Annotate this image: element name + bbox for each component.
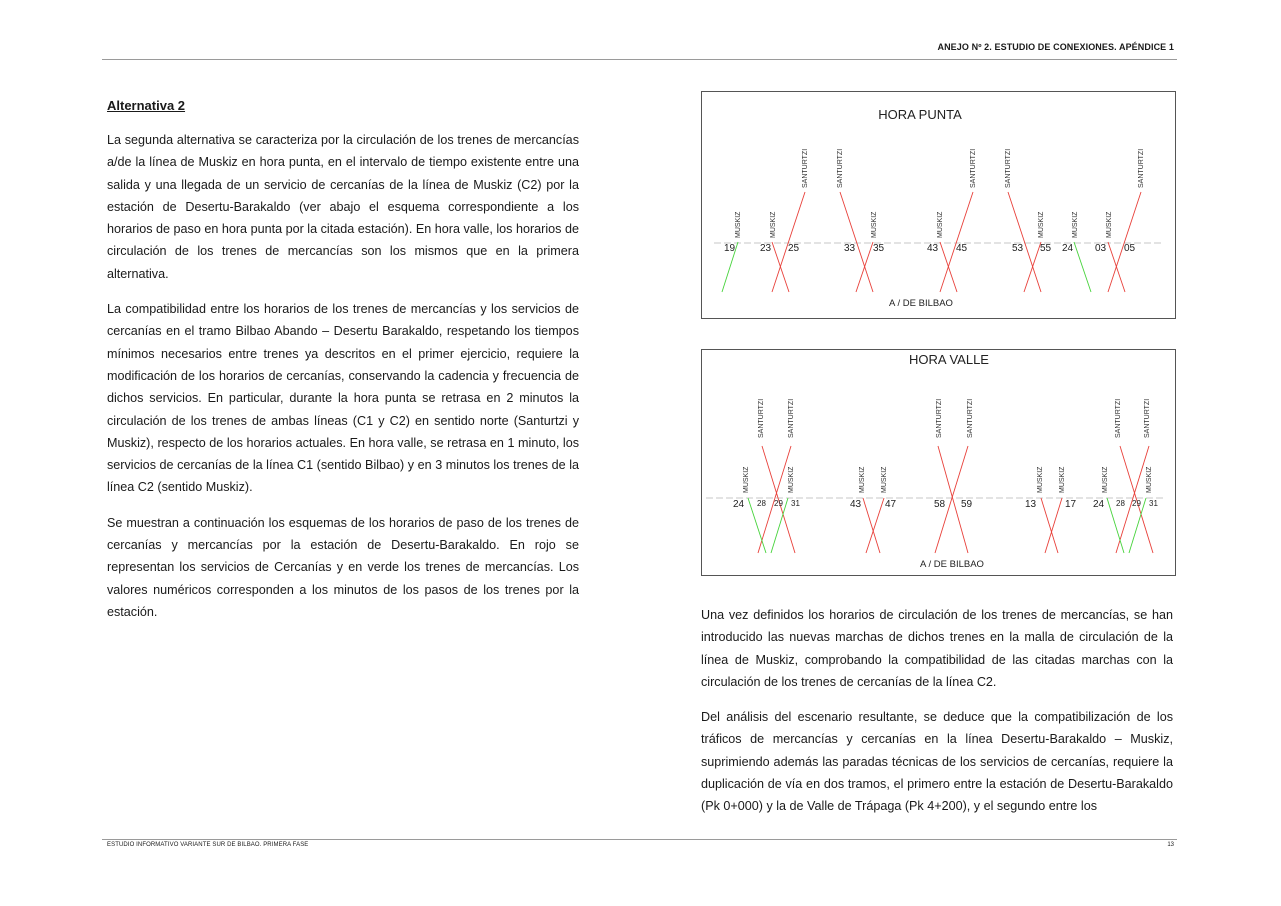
footer-rule <box>102 839 1177 840</box>
diagram-hora-valle <box>701 349 1176 576</box>
diagram-hora-punta-svg <box>702 92 1175 318</box>
time-value: 31 <box>1149 499 1158 508</box>
left-column <box>107 97 579 636</box>
muskiz-label: MUSKIZ <box>871 211 878 238</box>
muskiz-label: MUSKIZ <box>1106 211 1113 238</box>
train-line-cercanias <box>1041 498 1058 553</box>
page-number: 13 <box>1167 842 1174 848</box>
time-value: 53 <box>1012 243 1024 254</box>
train-line-mercancias <box>1074 242 1091 292</box>
santurtzi-label: SANTURTZI <box>970 148 977 188</box>
muskiz-label: MUSKIZ <box>735 211 742 238</box>
muskiz-label: MUSKIZ <box>1059 466 1066 493</box>
santurtzi-label: SANTURTZI <box>837 148 844 188</box>
diagram-hora-valle-svg <box>702 350 1175 575</box>
time-value: 55 <box>1040 243 1052 254</box>
muskiz-label: MUSKIZ <box>1102 466 1109 493</box>
time-value: 31 <box>791 499 800 508</box>
time-value: 33 <box>844 243 856 254</box>
time-value: 05 <box>1124 243 1136 254</box>
muskiz-label: MUSKIZ <box>743 466 750 493</box>
time-value: 24 <box>733 499 745 510</box>
time-value: 43 <box>850 499 862 510</box>
time-value: 13 <box>1025 499 1037 510</box>
muskiz-label: MUSKIZ <box>1037 466 1044 493</box>
santurtzi-label: SANTURTZI <box>967 398 974 438</box>
time-value: 45 <box>956 243 968 254</box>
header-rule <box>102 59 1177 60</box>
paragraph-3: Se muestran a continuación los esquemas de los horarios de paso de los trenes de cercanías y mercancías por la estación de Desertu-Barakaldo. En rojo se representan los servicios de Cercanías y en verde los trenes de mercancías. Los valores numéricos corresponden a los minutos de los pasos de los trenes por la estación. <box>107 515 579 619</box>
diagram-hora-punta <box>701 91 1176 319</box>
time-value: 03 <box>1095 243 1107 254</box>
time-value: 25 <box>788 243 800 254</box>
train-line-cercanias <box>772 192 805 292</box>
muskiz-label: MUSKIZ <box>1072 211 1079 238</box>
time-value: 28 <box>1116 499 1125 508</box>
paragraph-4: Una vez definidos los horarios de circulación de los trenes de mercancías, se han introducido las nuevas marchas de dichos trenes en la malla de circulación de la línea de Muskiz, comprobando la compatibilidad de las citadas marchas con la circulación de los trenes de cercanías de la línea C2. <box>701 608 1173 689</box>
right-column <box>701 604 1173 831</box>
muskiz-label: MUSKIZ <box>770 211 777 238</box>
time-value: 24 <box>1093 499 1105 510</box>
train-line-cercanias <box>863 498 880 553</box>
santurtzi-label: SANTURTZI <box>1138 148 1145 188</box>
document-header-title: ANEJO Nº 2. ESTUDIO DE CONEXIONES. APÉNDICE 1 <box>937 42 1174 52</box>
train-line-cercanias <box>1108 192 1141 292</box>
train-line-cercanias <box>840 192 873 292</box>
time-value: 43 <box>927 243 939 254</box>
paragraph-1: La segunda alternativa se caracteriza por la circulación de los trenes de mercancías a/de la línea de Muskiz en hora punta, en el intervalo de tiempo existente entre una salida y una llegada de un servicio de cercanías de la línea de Muskiz (C2) por la estación de Desertu-Barakaldo (ver abajo el esquema correspondiente a los horarios de paso en hora punta por la citada estación). En hora valle, los horarios de circulación de los trenes de mercancías son los mismos que en la primera alternativa. <box>107 133 579 281</box>
muskiz-label: MUSKIZ <box>1146 466 1153 493</box>
santurtzi-label: SANTURTZI <box>802 148 809 188</box>
santurtzi-label: SANTURTZI <box>1115 398 1122 438</box>
santurtzi-label: SANTURTZI <box>788 398 795 438</box>
time-value: 28 <box>757 499 766 508</box>
footer-document-title: ESTUDIO INFORMATIVO VARIANTE SUR DE BILBAO. PRIMERA FASE <box>107 842 309 848</box>
muskiz-label: MUSKIZ <box>937 211 944 238</box>
train-line-cercanias <box>866 498 884 553</box>
paragraph-2: La compatibilidad entre los horarios de los trenes de mercancías y los servicios de cercanías en el tramo Bilbao Abando – Desertu Barakaldo, respetando los tiempos mínimos necesarios entre trenes ya descritos en el primer ejercicio, requiere la modificación de los horarios de cercanías, conservando la cadencia y frecuencia de dichos servicios. En particular, durante la hora punta se retrasa en 2 minutos la circulación de los trenes de ambas líneas (C1 y C2) en sentido norte (Santurtzi y Muskiz), respecto de los horarios actuales. En hora valle, se retrasa en 1 minuto, los servicios de cercanías de la línea C1 (sentido Bilbao) y en 3 minutos los trenes de la línea C2 (sentido Muskiz). <box>107 302 579 495</box>
direction-label: A / DE BILBAO <box>889 298 953 309</box>
time-value: 19 <box>724 243 736 254</box>
time-value: 24 <box>1062 243 1074 254</box>
muskiz-label: MUSKIZ <box>881 466 888 493</box>
train-line-cercanias <box>940 192 973 292</box>
santurtzi-label: SANTURTZI <box>1005 148 1012 188</box>
muskiz-label: MUSKIZ <box>859 466 866 493</box>
direction-label: A / DE BILBAO <box>920 559 984 570</box>
train-line-cercanias <box>1008 192 1041 292</box>
time-value: 58 <box>934 499 946 510</box>
diagram-title: HORA PUNTA <box>878 107 962 122</box>
time-value: 29 <box>1132 499 1141 508</box>
time-value: 17 <box>1065 499 1077 510</box>
santurtzi-label: SANTURTZI <box>758 398 765 438</box>
diagram-title: HORA VALLE <box>909 352 989 367</box>
muskiz-label: MUSKIZ <box>788 466 795 493</box>
paragraph-5: Del análisis del escenario resultante, se deduce que la compatibilización de los tráficos de mercancías y cercanías en la línea Desertu-Barakaldo – Muskiz, suprimiendo además las paradas técnicas de los servicios de cercanías, requiere la duplicación de vía en dos tramos, el primero entre la estación de Desertu-Barakaldo (Pk 0+000) y la de Valle de Trápaga (Pk 4+200), y el segundo entre los <box>701 710 1173 814</box>
time-value: 35 <box>873 243 885 254</box>
santurtzi-label: SANTURTZI <box>936 398 943 438</box>
time-value: 29 <box>774 499 783 508</box>
muskiz-label: MUSKIZ <box>1038 211 1045 238</box>
time-value: 59 <box>961 499 973 510</box>
time-value: 23 <box>760 243 772 254</box>
train-line-cercanias <box>1045 498 1062 553</box>
section-heading: Alternativa 2 <box>107 98 186 113</box>
time-value: 47 <box>885 499 897 510</box>
santurtzi-label: SANTURTZI <box>1144 398 1151 438</box>
